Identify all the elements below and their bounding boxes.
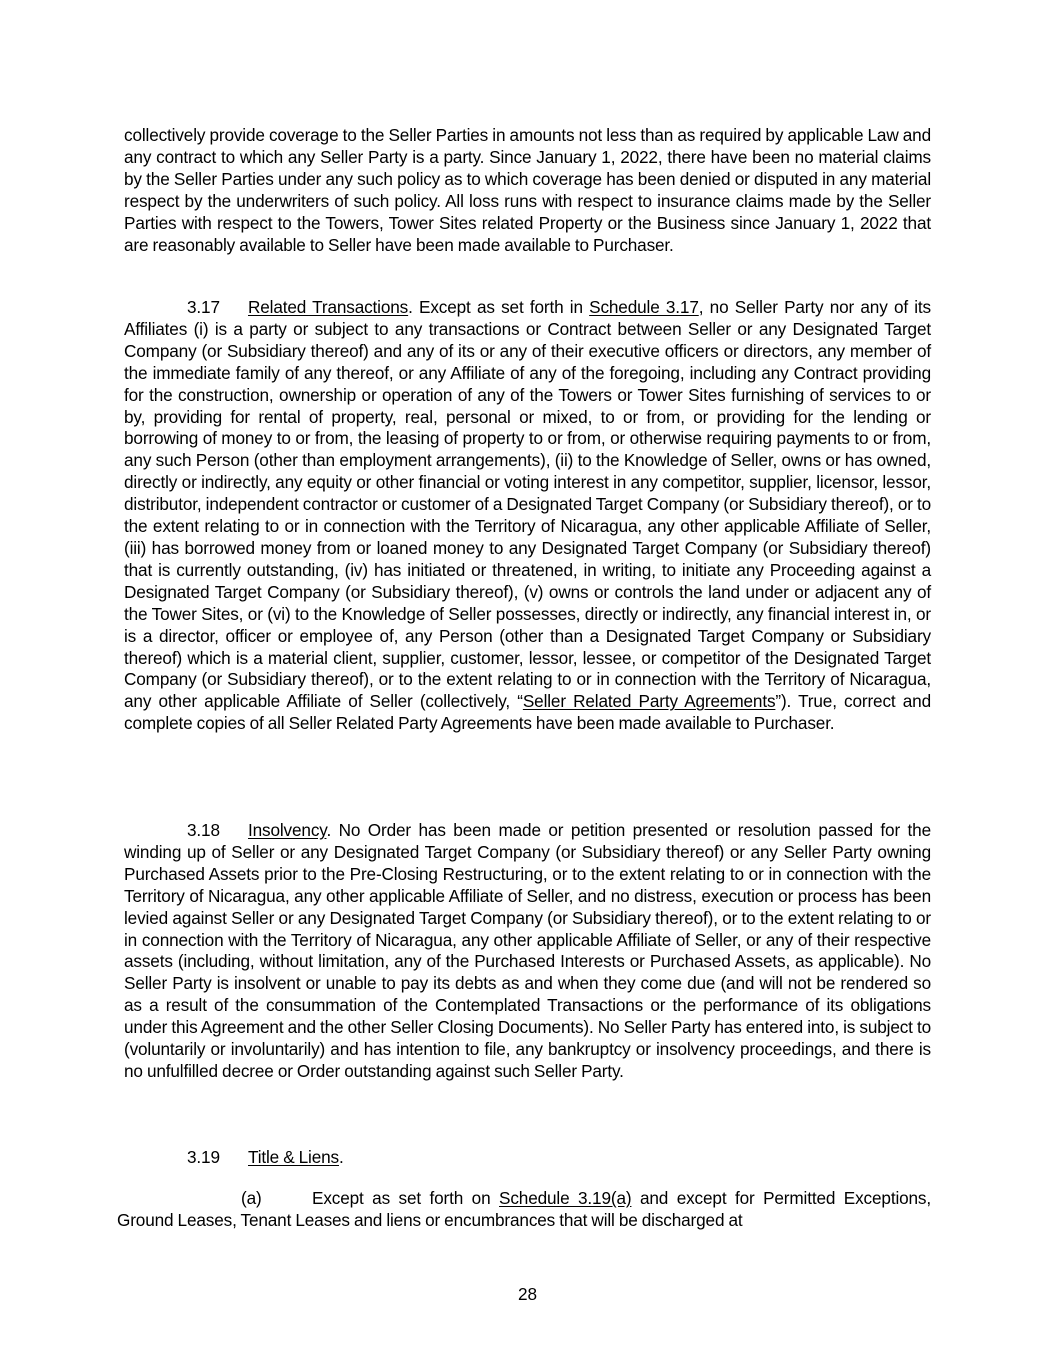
section-3-17-text-3: ”). True, correct and complete copies of all Seller Related Party Agreements have been made available to Purchaser.: [124, 691, 931, 734]
section-3-19-heading: Title & Liens: [248, 1147, 339, 1167]
intro-paragraph: [124, 125, 931, 256]
schedule-3-17-reference: Schedule 3.17: [589, 297, 699, 317]
section-3-19-a-text-2: and except for Permitted Exceptions, Ground Leases, Tenant Leases and liens or encumbrances that will be discharged at: [117, 1188, 931, 1230]
schedule-3-19-a-reference: Schedule 3.19(a): [499, 1188, 632, 1208]
section-3-18-heading: Insolvency: [248, 820, 327, 840]
section-3-18-text: . No Order has been made or petition presented or resolution passed for the winding up of Seller or any Designated Target Company (or Subsidiary thereof) or any Seller Party owning Purchased Assets prior to the Pre-Closing Restructuring, or to the extent relating to or in connection with the Territory of Nicaragua, any other applicable Affiliate of Seller, and no distress, execution or process has been levied against Seller or any Designated Target Company (or Subsidiary thereof), or to the extent relating to or in connection with the Territory of Nicaragua, any other applicable Affiliate of Seller, or any of their respective assets (including, without limitation, any of the Purchased Interests or Purchased Assets, as applicable). No Seller Party is insolvent or unable to pay its debts as and when they come due (and will not be rendered so as a result of the consummation of the Contemplated Transactions or the performance of its obligations under this Agreement and the other Seller Closing Documents). No Seller Party has entered into, is subject to (voluntarily or involuntarily) and has intention to file, any bankruptcy or insolvency proceedings, and there is no unfulfilled decree or Order outstanding against such Seller Party.: [124, 820, 931, 1081]
section-3-19-period: .: [339, 1147, 344, 1167]
page-number: 28: [517, 1284, 538, 1304]
section-3-17-text-1: . Except as set forth in: [408, 297, 590, 317]
section-3-19-a-label: (a): [241, 1188, 262, 1208]
section-3-18-paragraph: [124, 820, 931, 1083]
section-3-17-text-2: , no Seller Party nor any of its Affiliates (i) is a party or subject to any transactions or Contract between Seller or any Designated Target Company (or Subsidiary thereof) and any of its or any of their executive officers or directors, any member of the immediate family of any thereof, or any Affiliate of any of the foregoing, including any Contract providing for the construction, ownership or operation of any of the Towers or Tower Sites furnishing of services to or by, providing for rental of property, real, personal or mixed, to or from, or providing for the lending or borrowing of money to or from, the leasing of property to or from, or otherwise requiring payments to or from, any such Person (other than employment arrangements), (ii) to the Knowledge of Seller, owns or has owned, directly or indirectly, any equity or other financial or voting interest in any competitor, supplier, licensor, lessor, distributor, independent contractor or customer of a Designated Target Company (or Subsidiary thereof), or to the extent relating to or in connection with the Territory of Nicaragua, any other applicable Affiliate of Seller, (iii) has borrowed money from or loaned money to any Designated Target Company (or Subsidiary thereof) that is currently outstanding, (iv) has initiated or threatened, in writing, to initiate any Proceeding against a Designated Target Company (or Subsidiary thereof), (v) owns or controls the land under or adjacent any of the Tower Sites, or (vi) to the Knowledge of Seller possesses, directly or indirectly, any financial interest in, or is a director, officer or employee of, any Person (other than a Designated Target Company or Subsidiary thereof) which is a material client, supplier, customer, lessor, lessee, or competitor of the Designated Target Company (or Subsidiary thereof), or to the extent relating to or in connection with the Territory of Nicaragua, any other applicable Affiliate of Seller (collectively, “: [124, 297, 931, 712]
section-3-17-heading: Related Transactions: [248, 297, 409, 317]
section-3-18-number: 3.18: [187, 820, 220, 840]
section-3-19-number: 3.19: [187, 1147, 220, 1167]
section-3-19-heading-line: [124, 1147, 931, 1169]
section-3-17-number: 3.17: [187, 297, 220, 317]
section-3-19-a-paragraph: [117, 1188, 931, 1232]
intro-paragraph-text: collectively provide coverage to the Seller Parties in amounts not less than as required by applicable Law and any contract to which any Seller Party is a party. Since January 1, 2022, there have been no material claims by the Seller Parties under any such policy as to which coverage has been denied or disputed in any material respect by the underwriters of such policy. All loss runs with respect to insurance claims made by the Seller Parties with respect to the Towers, Tower Sites related Property or the Business since January 1, 2022 that are reasonably available to Seller have been made available to Purchaser.: [124, 125, 931, 255]
section-3-19-a-text-1: Except as set forth on: [312, 1188, 500, 1208]
seller-related-party-agreements-term: Seller Related Party Agreements: [522, 691, 776, 712]
section-3-17-paragraph: [124, 297, 931, 735]
